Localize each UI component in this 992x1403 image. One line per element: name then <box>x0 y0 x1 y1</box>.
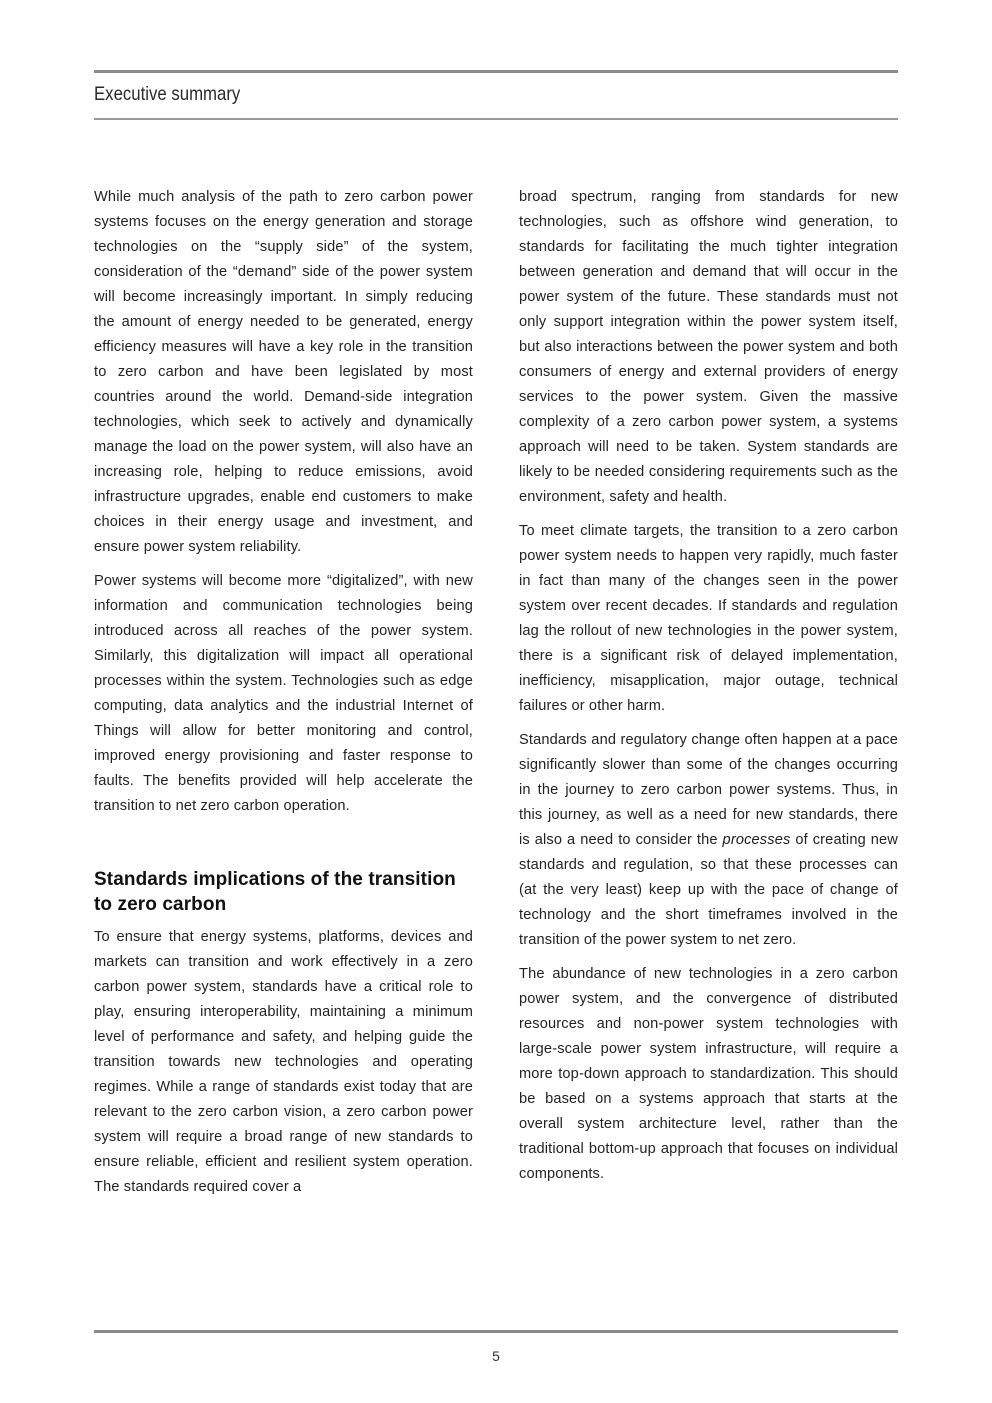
regulatory-text-end: of creating new standards and regulation, so that these processes can (at the very least) keep up with the pace of change of technology and the short timeframes involved in the transition of the power system to net zero. <box>519 832 898 948</box>
section-heading: Standards implications of the transition to zero carbon <box>94 869 456 915</box>
header-bottom-rule <box>94 118 898 120</box>
right-column <box>519 185 898 1196</box>
left-column <box>94 185 473 1209</box>
page-number: 5 <box>492 1348 500 1364</box>
header-top-rule <box>94 70 898 73</box>
processes-emphasis: processes <box>722 832 791 848</box>
paragraph-regulatory-change <box>519 728 898 953</box>
paragraph-climate-targets: To meet climate targets, the transition to a zero carbon power system needs to happen very rapidly, much faster in fact than many of the changes seen in the power system over recent decades. If standards and regulation lag the rollout of new technologies in the power system, there is a significant risk of delayed implementation, inefficiency, misapplication, major outage, technical failures or other harm. <box>519 523 898 714</box>
paragraph-broad-spectrum: broad spectrum, ranging from standards for new technologies, such as offshore wind generation, to standards for facilitating the much tighter integration between generation and demand that will occur in the power system of the future. These standards must not only support integration within the power system itself, but also interactions between the power system and both consumers of energy and external providers of energy services to the power system. Given the massive complexity of a zero carbon power system, a systems approach will need to be taken. System standards are likely to be needed considering requirements such as the environment, safety and health. <box>519 189 898 505</box>
running-header-title: Executive summary <box>94 83 241 105</box>
paragraph-digitalization: Power systems will become more “digitalized”, with new information and communication technologies being introduced across all reaches of the power system. Similarly, this digitalization will impact all operational processes within the system. Technologies such as edge computing, data analytics and the industrial Internet of Things will allow for better monitoring and control, improved energy provisioning and faster response to faults. The benefits provided will help accelerate the transition to net zero carbon operation. <box>94 573 473 814</box>
paragraph-demand-side: While much analysis of the path to zero carbon power systems focuses on the energy generation and storage technologies on the “supply side” of the system, consideration of the “demand” side of the power system will become increasingly important. In simply reducing the amount of energy needed to be generated, energy efficiency measures will have a key role in the transition to zero carbon and have been legislated by most countries around the world. Demand-side integration technologies, which seek to actively and dynamically manage the load on the power system, will also have an increasing role, helping to reduce emissions, avoid infrastructure upgrades, enable end customers to make choices in their energy usage and investment, and ensure power system reliability. <box>94 189 473 555</box>
regulatory-text-start: Standards and regulatory change often happen at a pace significantly slower than some of the changes occurring in the journey to zero carbon power systems. Thus, in this journey, as well as a need for new standards, there is also a need to consider the <box>519 732 898 848</box>
paragraph-top-down-approach: The abundance of new technologies in a zero carbon power system, and the convergence of distributed resources and non-power system technologies with large-scale power system infrastructure, will require a more top-down approach to standardization. This should be based on a systems approach that starts at the overall system architecture level, rather than the traditional bottom-up approach that focuses on individual components. <box>519 966 898 1182</box>
paragraph-standards-role: To ensure that energy systems, platforms, devices and markets can transition and work effectively in a zero carbon power system, standards have a critical role to play, ensuring interoperability, maintaining a minimum level of performance and safety, and helping guide the transition towards new technologies and operating regimes. While a range of standards exist today that are relevant to the zero carbon vision, a zero carbon power system will require a broad range of new standards to ensure reliable, efficient and resilient system operation. The standards required cover a <box>94 929 473 1195</box>
footer-rule <box>94 1330 898 1333</box>
